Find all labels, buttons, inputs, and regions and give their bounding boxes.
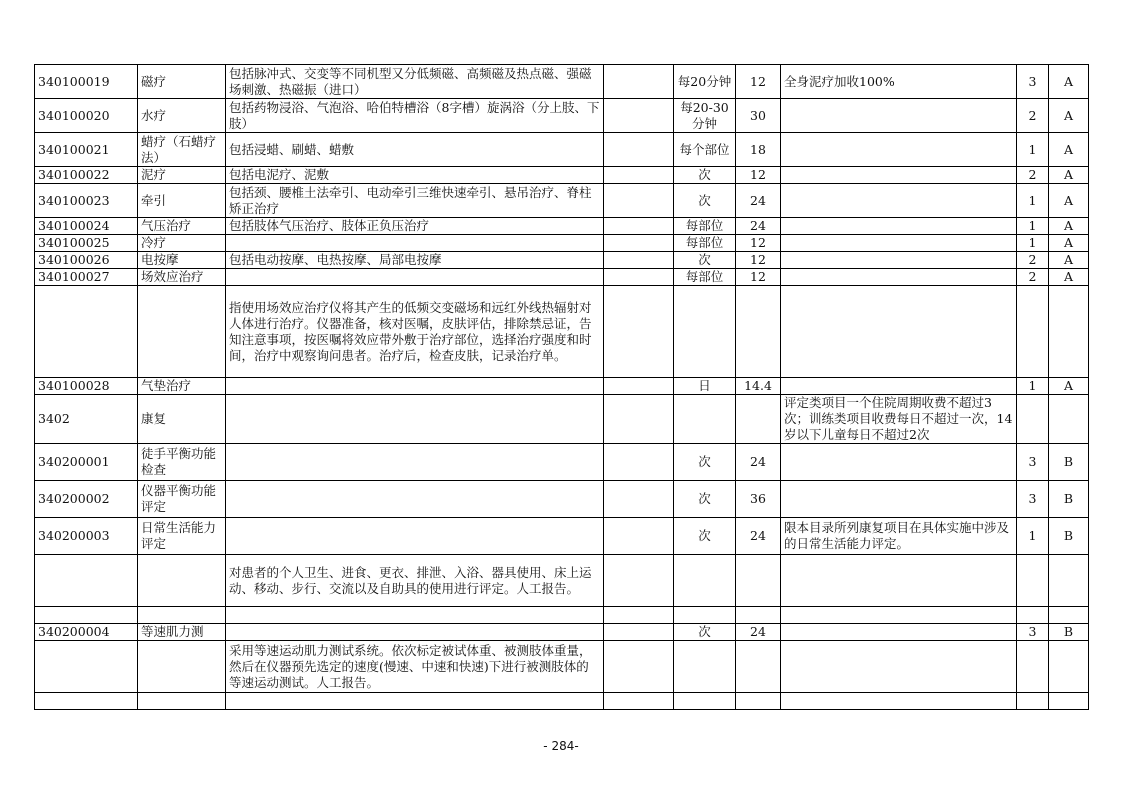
grade-cell: 2: [1017, 99, 1049, 133]
content-cell: [226, 395, 604, 444]
grade-cell: 2: [1017, 269, 1049, 286]
name-cell: 仪器平衡功能评定: [138, 481, 226, 518]
exclusion-cell: [604, 555, 674, 607]
code-cell: [35, 555, 138, 607]
category-cell: A: [1049, 269, 1089, 286]
table-row: [35, 235, 1089, 252]
table-row: [35, 269, 1089, 286]
price-cell: [736, 286, 781, 378]
grade-cell: [1017, 286, 1049, 378]
price-cell: 12: [736, 167, 781, 184]
name-cell: [138, 693, 226, 710]
grade-cell: 3: [1017, 481, 1049, 518]
code-cell: [35, 641, 138, 693]
category-cell: A: [1049, 378, 1089, 395]
content-cell: [226, 624, 604, 641]
note-cell: [781, 218, 1017, 235]
unit-cell: 每个部位: [674, 133, 736, 167]
content-cell: [226, 518, 604, 555]
name-cell: 等速肌力测: [138, 624, 226, 641]
content-cell: 包括药物浸浴、气泡浴、哈伯特槽浴（8字槽）旋涡浴（分上肢、下肢）: [226, 99, 604, 133]
unit-cell: 次: [674, 167, 736, 184]
table-row: [35, 518, 1089, 555]
exclusion-cell: [604, 693, 674, 710]
price-cell: 24: [736, 184, 781, 218]
name-cell: [138, 286, 226, 378]
name-cell: [138, 641, 226, 693]
note-cell: [781, 167, 1017, 184]
unit-cell: [674, 395, 736, 444]
exclusion-cell: [604, 607, 674, 624]
note-cell: [781, 235, 1017, 252]
table-row: [35, 252, 1089, 269]
price-cell: [736, 395, 781, 444]
exclusion-cell: [604, 133, 674, 167]
category-cell: [1049, 555, 1089, 607]
exclusion-cell: [604, 641, 674, 693]
category-cell: A: [1049, 65, 1089, 99]
content-cell: 包括浸蜡、刷蜡、蜡敷: [226, 133, 604, 167]
grade-cell: [1017, 555, 1049, 607]
name-cell: 泥疗: [138, 167, 226, 184]
price-cell: 12: [736, 235, 781, 252]
note-cell: 限本目录所列康复项目在具体实施中涉及的日常生活能力评定。: [781, 518, 1017, 555]
code-cell: 340200002: [35, 481, 138, 518]
grade-cell: 2: [1017, 167, 1049, 184]
note-cell: [781, 133, 1017, 167]
price-cell: 12: [736, 269, 781, 286]
note-cell: [781, 444, 1017, 481]
code-cell: [35, 286, 138, 378]
price-cell: 30: [736, 99, 781, 133]
table-row: [35, 184, 1089, 218]
price-cell: [736, 555, 781, 607]
grade-cell: 1: [1017, 218, 1049, 235]
exclusion-cell: [604, 252, 674, 269]
price-cell: [736, 641, 781, 693]
code-cell: 340100019: [35, 65, 138, 99]
category-cell: [1049, 607, 1089, 624]
unit-cell: 次: [674, 444, 736, 481]
code-cell: 340200004: [35, 624, 138, 641]
unit-cell: 次: [674, 624, 736, 641]
category-cell: A: [1049, 133, 1089, 167]
exclusion-cell: [604, 378, 674, 395]
price-cell: 24: [736, 624, 781, 641]
category-cell: A: [1049, 252, 1089, 269]
content-cell: 包括电泥疗、泥敷: [226, 167, 604, 184]
name-cell: 牵引: [138, 184, 226, 218]
category-cell: A: [1049, 167, 1089, 184]
name-cell: [138, 607, 226, 624]
table-body: [35, 65, 1089, 710]
price-cell: 24: [736, 444, 781, 481]
grade-cell: 1: [1017, 235, 1049, 252]
category-cell: B: [1049, 518, 1089, 555]
table-row: [35, 218, 1089, 235]
name-cell: [138, 555, 226, 607]
code-cell: 340100023: [35, 184, 138, 218]
unit-cell: [674, 555, 736, 607]
exclusion-cell: [604, 444, 674, 481]
code-cell: [35, 607, 138, 624]
note-cell: [781, 378, 1017, 395]
exclusion-cell: [604, 184, 674, 218]
price-cell: 24: [736, 518, 781, 555]
note-cell: [781, 184, 1017, 218]
table-row: [35, 607, 1089, 624]
note-cell: [781, 641, 1017, 693]
exclusion-cell: [604, 167, 674, 184]
table-row: [35, 624, 1089, 641]
name-cell: 气垫治疗: [138, 378, 226, 395]
unit-cell: 每部位: [674, 235, 736, 252]
table-row: [35, 99, 1089, 133]
unit-cell: 每20分钟: [674, 65, 736, 99]
exclusion-cell: [604, 286, 674, 378]
code-cell: 340200003: [35, 518, 138, 555]
content-cell: [226, 235, 604, 252]
category-cell: B: [1049, 624, 1089, 641]
name-cell: 电按摩: [138, 252, 226, 269]
note-cell: [781, 286, 1017, 378]
unit-cell: 日: [674, 378, 736, 395]
unit-cell: [674, 286, 736, 378]
exclusion-cell: [604, 65, 674, 99]
price-cell: 12: [736, 252, 781, 269]
content-cell: [226, 269, 604, 286]
name-cell: 磁疗: [138, 65, 226, 99]
code-cell: [35, 693, 138, 710]
note-cell: [781, 693, 1017, 710]
note-cell: [781, 624, 1017, 641]
grade-cell: [1017, 693, 1049, 710]
category-cell: A: [1049, 184, 1089, 218]
unit-cell: 每部位: [674, 269, 736, 286]
code-cell: 340100026: [35, 252, 138, 269]
unit-cell: 次: [674, 481, 736, 518]
price-cell: 12: [736, 65, 781, 99]
note-cell: [781, 481, 1017, 518]
code-cell: 340100020: [35, 99, 138, 133]
page-number: - 284-: [543, 739, 579, 753]
code-cell: 340200001: [35, 444, 138, 481]
category-cell: [1049, 286, 1089, 378]
fee-table: [34, 64, 1089, 710]
grade-cell: 3: [1017, 444, 1049, 481]
unit-cell: 次: [674, 184, 736, 218]
content-cell: 采用等速运动肌力测试系统。依次标定被试体重、被测肢体重量，然后在仪器预先选定的速度(慢速、中速和快速)下进行被测肢体的等速运动测试。人工报告。: [226, 641, 604, 693]
name-cell: 日常生活能力评定: [138, 518, 226, 555]
note-cell: [781, 607, 1017, 624]
content-cell: [226, 444, 604, 481]
name-cell: 蜡疗（石蜡疗法）: [138, 133, 226, 167]
grade-cell: [1017, 607, 1049, 624]
exclusion-cell: [604, 624, 674, 641]
price-cell: 14.4: [736, 378, 781, 395]
name-cell: 气压治疗: [138, 218, 226, 235]
name-cell: 水疗: [138, 99, 226, 133]
note-cell: [781, 252, 1017, 269]
table-row: [35, 693, 1089, 710]
content-cell: 包括电动按摩、电热按摩、局部电按摩: [226, 252, 604, 269]
content-cell: 包括颈、腰椎土法牵引、电动牵引三维快速牵引、悬吊治疗、脊柱矫正治疗: [226, 184, 604, 218]
unit-cell: [674, 607, 736, 624]
grade-cell: 1: [1017, 184, 1049, 218]
grade-cell: 1: [1017, 518, 1049, 555]
content-cell: [226, 693, 604, 710]
grade-cell: 3: [1017, 65, 1049, 99]
category-cell: B: [1049, 481, 1089, 518]
table-row: [35, 286, 1089, 378]
name-cell: 场效应治疗: [138, 269, 226, 286]
content-cell: 指使用场效应治疗仪将其产生的低频交变磁场和远红外线热辐射对人体进行治疗。仪器准备，核对医嘱，皮肤评估，排除禁忌证，告知注意事项，按医嘱将效应带外敷于治疗部位，选择治疗强度和时间，治疗中观察询问患者。治疗后，检查皮肤，记录治疗单。: [226, 286, 604, 378]
code-cell: 340100022: [35, 167, 138, 184]
code-cell: 340100021: [35, 133, 138, 167]
content-cell: 对患者的个人卫生、进食、更衣、排泄、入浴、器具使用、床上运动、移动、步行、交流以及自助具的使用进行评定。人工报告。: [226, 555, 604, 607]
table-row: [35, 481, 1089, 518]
table-row: [35, 555, 1089, 607]
price-cell: 36: [736, 481, 781, 518]
grade-cell: 1: [1017, 378, 1049, 395]
grade-cell: 3: [1017, 624, 1049, 641]
exclusion-cell: [604, 481, 674, 518]
code-cell: 3402: [35, 395, 138, 444]
table-row: [35, 395, 1089, 444]
category-cell: A: [1049, 235, 1089, 252]
unit-cell: [674, 641, 736, 693]
note-cell: 评定类项目一个住院周期收费不超过3次；训练类项目收费每日不超过一次，14岁以下儿童每日不超过2次: [781, 395, 1017, 444]
table-row: [35, 65, 1089, 99]
code-cell: 340100028: [35, 378, 138, 395]
name-cell: 康复: [138, 395, 226, 444]
content-cell: [226, 607, 604, 624]
category-cell: B: [1049, 444, 1089, 481]
code-cell: 340100024: [35, 218, 138, 235]
name-cell: 徒手平衡功能检查: [138, 444, 226, 481]
category-cell: A: [1049, 218, 1089, 235]
table-row: [35, 641, 1089, 693]
exclusion-cell: [604, 218, 674, 235]
content-cell: 包括肢体气压治疗、肢体正负压治疗: [226, 218, 604, 235]
grade-cell: 1: [1017, 133, 1049, 167]
content-cell: [226, 378, 604, 395]
note-cell: [781, 99, 1017, 133]
name-cell: 冷疗: [138, 235, 226, 252]
unit-cell: 次: [674, 252, 736, 269]
note-cell: [781, 555, 1017, 607]
exclusion-cell: [604, 269, 674, 286]
exclusion-cell: [604, 518, 674, 555]
grade-cell: [1017, 641, 1049, 693]
content-cell: 包括脉冲式、交变等不同机型又分低频磁、高频磁及热点磁、强磁场刺激、热磁振（进口）: [226, 65, 604, 99]
note-cell: [781, 269, 1017, 286]
note-cell: 全身泥疗加收100%: [781, 65, 1017, 99]
grade-cell: [1017, 395, 1049, 444]
code-cell: 340100025: [35, 235, 138, 252]
category-cell: [1049, 693, 1089, 710]
category-cell: A: [1049, 99, 1089, 133]
price-cell: 24: [736, 218, 781, 235]
table-row: [35, 167, 1089, 184]
table-row: [35, 133, 1089, 167]
category-cell: [1049, 641, 1089, 693]
price-cell: [736, 693, 781, 710]
table-row: [35, 444, 1089, 481]
grade-cell: 2: [1017, 252, 1049, 269]
unit-cell: 每部位: [674, 218, 736, 235]
unit-cell: 每20-30分钟: [674, 99, 736, 133]
code-cell: 340100027: [35, 269, 138, 286]
category-cell: [1049, 395, 1089, 444]
unit-cell: [674, 693, 736, 710]
price-cell: [736, 607, 781, 624]
exclusion-cell: [604, 235, 674, 252]
exclusion-cell: [604, 99, 674, 133]
exclusion-cell: [604, 395, 674, 444]
table-row: [35, 378, 1089, 395]
unit-cell: 次: [674, 518, 736, 555]
content-cell: [226, 481, 604, 518]
price-cell: 18: [736, 133, 781, 167]
